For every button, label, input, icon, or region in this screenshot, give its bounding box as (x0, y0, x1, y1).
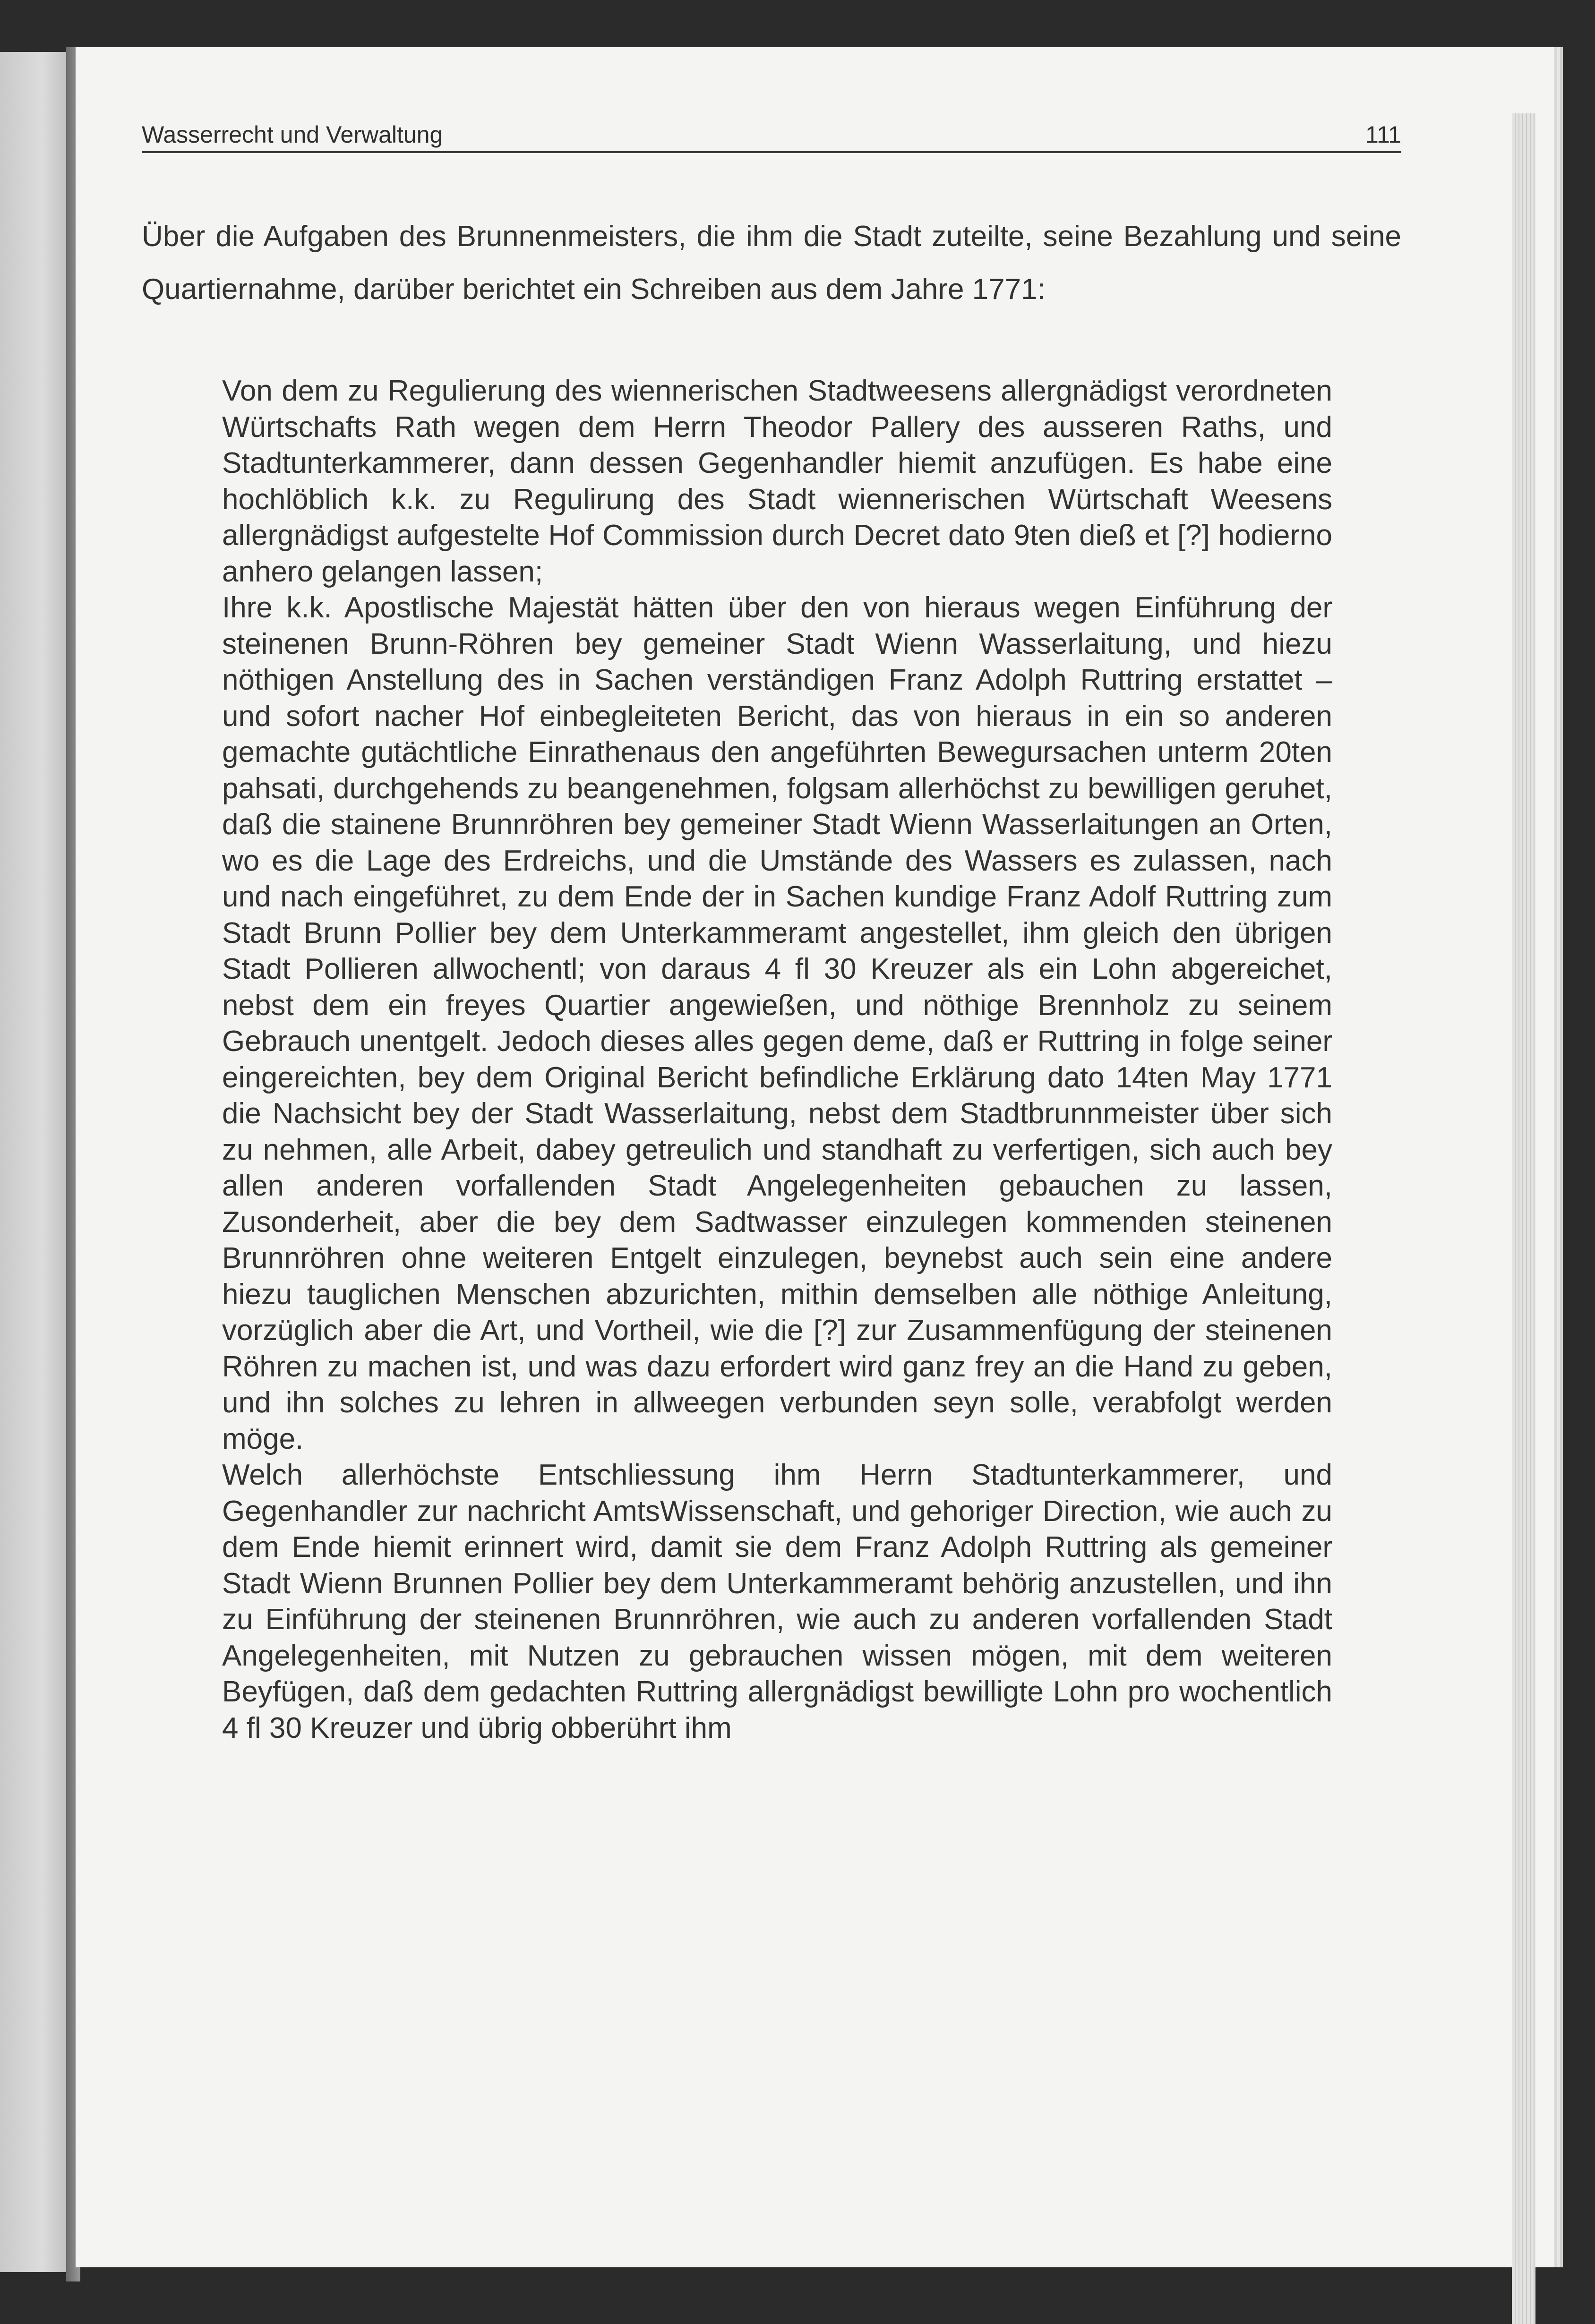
block-quote (222, 373, 1332, 1746)
quote-paragraph: Von dem zu Regulierung des wiennerischen Stadtweesens allergnädigst verordneten Würtschafts Rath wegen dem Herrn Theodor Pallery des ausseren Raths, und Stadtunterkammerer, dann dessen Gegenhandler hiemit anzufügen. Es habe eine hochlöblich k.k. zu Regulirung des Stadt wiennerischen Würtschaft Weesens allergnädigst aufgestelte Hof Commission durch Decret dato 9ten dieß et [?] hodierno anhero gelangen lassen; (222, 375, 1332, 588)
left-page-edge (0, 52, 71, 2272)
page-number: 111 (1365, 121, 1401, 148)
running-header (142, 118, 1401, 153)
intro-paragraph: Über die Aufgaben des Brunnenmeisters, die ihm die Stadt zuteilte, seine Bezahlung und seine Quartiernahme, darüber berichtet ein Schreiben aus dem Jahre 1771: (142, 220, 1401, 306)
quote-paragraph: Ihre k.k. Apostlische Majestät hätten über den von hieraus wegen Einführung der steinenen Brunn-Röhren bey gemeiner Stadt Wienn Wasserlaitung, und hiezu nöthigen Anstellung des in Sachen verständigen Franz Adolph Ruttring erstattet – und sofort nacher Hof einbegleiteten Bericht, das von hieraus in ein so anderen gemachte gutächtliche Einrathenaus den angeführten Bewegursachen unterm 20ten pahsati, durchgehends zu beangenehmen, folgsam allerhöchst zu bewilligen geruhet, daß die stainene Brunnröhren bey gemeiner Stadt Wienn Wasserlaitungen an Orten, wo es die Lage des Erdreichs, und die Umstände des Wassers es zulassen, nach und nach eingeführet, zu dem Ende der in Sachen kundige Franz Adolf Ruttring zum Stadt Brunn Pollier bey dem Unterkammeramt angestellet, ihm gleich den übrigen Stadt Pollieren allwochentl; von daraus 4 fl 30 Kreuzer als ein Lohn abgereichet, nebst dem ein freyes Quartier angewießen, und nöthige Brennholz zu seinem Gebrauch unentgelt. Jedoch dieses alles gegen deme, daß er Ruttring in folge seiner eingereichten, bey dem Original Bericht befindliche Erklärung dato 14ten May 1771 die Nachsicht bey der Stadt Wasserlaitung, nebst dem Stadtbrunnmeister über sich zu nehmen, alle Arbeit, dabey getreulich und standhaft zu verfertigen, sich auch bey allen anderen vorfallenden Stadt Angelegenheiten gebauchen zu lassen, Zusonderheit, aber die bey dem Sadtwasser einzulegen kommenden steinenen Brunnröhren ohne weiteren Entgelt einzulegen, beynebst auch sein eine andere hiezu tauglichen Menschen abzurichten, mithin demselben alle nöthige Anleitung, vorzüglich aber die Art, und Vortheil, wie die [?] zur Zusammenfügung der steinenen Röhren zu machen ist, und was dazu erfordert wird ganz frey an die Hand zu geben, und ihn solches zu lehren in allweegen verbunden seyn solle, verabfolgt werden möge. (222, 591, 1332, 1455)
page-stack-edge (1512, 113, 1535, 2324)
quote-paragraph: Welch allerhöchste Entschliessung ihm Herrn Stadtunterkammerer, und Gegenhandler zur nachricht AmtsWissenschaft, und gehoriger Direction, wie auch zu dem Ende hiemit erinnert wird, damit sie dem Franz Adolph Ruttring als gemeiner Stadt Wienn Brunnen Pollier bey dem Unterkammeramt behörig anzustellen, und ihn zu Einführung der steinenen Brunnröhren, wie auch zu anderen vorfallenden Stadt Angelegenheiten, mit Nutzen zu gebrauchen wissen mögen, mit dem weiteren Beyfügen, daß dem gedachten Ruttring allergnädigst bewilligte Lohn pro wochentlich 4 fl 30 Kreuzer und übrig obberührt ihm (222, 1459, 1332, 1744)
running-title: Wasserrecht und Verwaltung (142, 121, 443, 148)
